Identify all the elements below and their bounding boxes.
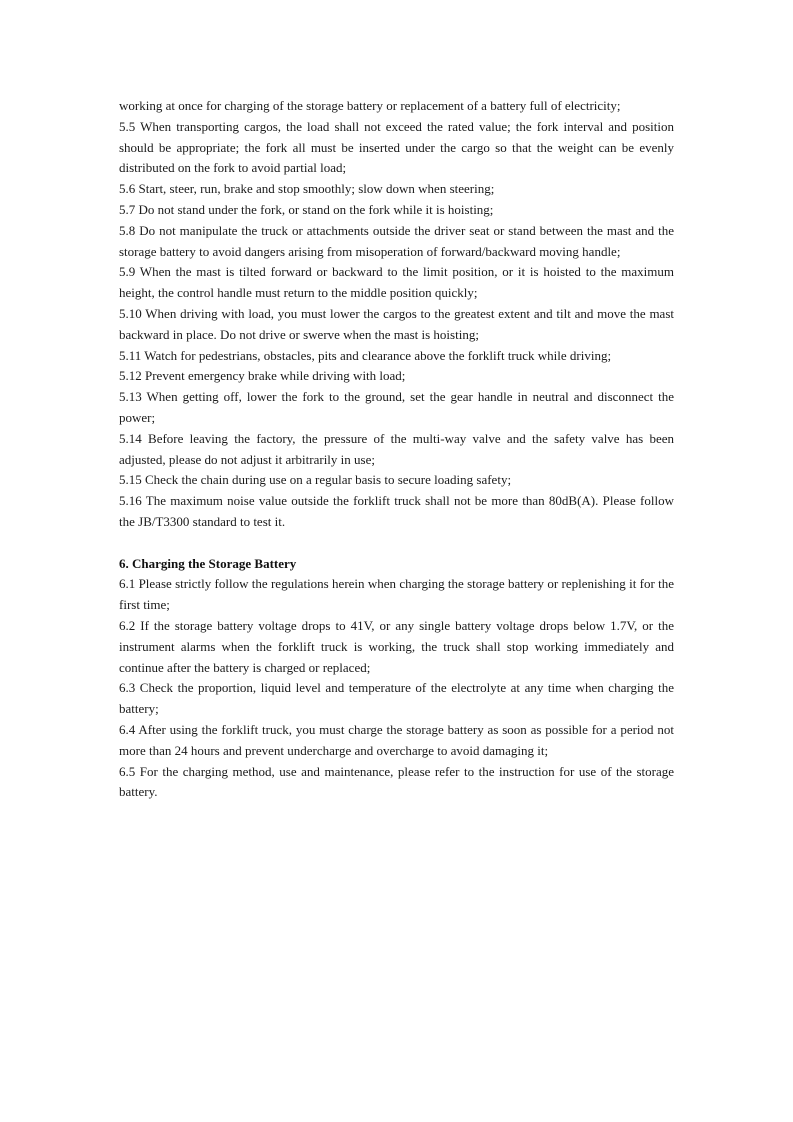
item-5-4-continuation: working at once for charging of the storage battery or replacement of a battery full of electricity;	[119, 98, 621, 113]
section-5-list	[119, 96, 674, 533]
item-5-9: 5.9 When the mast is tilted forward or backward to the limit position, or it is hoisted to the maximum height, the control handle must return to the middle position quickly;	[119, 264, 674, 301]
section-spacer	[119, 533, 674, 554]
item-5-14: 5.14 Before leaving the factory, the pressure of the multi-way valve and the safety valve has been adjusted, please do not adjust it arbitrarily in use;	[119, 430, 674, 467]
item-6-3: 6.3 Check the proportion, liquid level and temperature of the electrolyte at any time when charging the battery;	[119, 680, 674, 717]
item-5-16: 5.16 The maximum noise value outside the forklift truck shall not be more than 80dB(A). Please follow the JB/T3300 standard to test it.	[119, 493, 674, 529]
section-6	[119, 554, 674, 804]
item-5-15: 5.15 Check the chain during use on a regular basis to secure loading safety;	[119, 472, 512, 488]
item-5-12: 5.12 Prevent emergency brake while driving with load;	[119, 368, 406, 384]
item-6-2: 6.2 If the storage battery voltage drops to 41V, or any single battery voltage drops below 1.7V, or the instrument alarms when the forklift truck is working, the truck shall stop working immediately and continue after the battery is charged or replaced;	[119, 617, 674, 675]
item-5-13: 5.13 When getting off, lower the fork to the ground, set the gear handle in neutral and disconnect the power;	[119, 389, 674, 425]
item-6-4: 6.4 After using the forklift truck, you must charge the storage battery as soon as possible for a period not more than 24 hours and prevent undercharge and overcharge to avoid damaging it;	[119, 721, 674, 758]
item-5-7: 5.7 Do not stand under the fork, or stand on the fork while it is hoisting;	[119, 201, 494, 217]
item-5-8: 5.8 Do not manipulate the truck or attachments outside the driver seat or stand between the mast and the storage battery to avoid dangers arising from misoperation of forward/backward moving handle;	[119, 222, 674, 259]
item-5-6: 5.6 Start, steer, run, brake and stop smoothly; slow down when steering;	[119, 181, 495, 197]
item-6-5: 6.5 For the charging method, use and maintenance, please refer to the instruction for use of the storage battery.	[119, 763, 674, 800]
item-5-5: 5.5 When transporting cargos, the load shall not exceed the rated value; the fork interval and position should be appropriate; the fork all must be inserted under the cargo so that the weight can be evenly distributed on the fork to avoid partial load;	[119, 118, 674, 176]
page-content	[119, 96, 674, 803]
section-6-heading: 6. Charging the Storage Battery	[119, 555, 297, 571]
item-6-1: 6.1 Please strictly follow the regulations herein when charging the storage battery or replenishing it for the first time;	[119, 576, 674, 613]
item-5-10: 5.10 When driving with load, you must lower the cargos to the greatest extent and tilt and move the mast backward in place. Do not drive or swerve when the mast is hoisting;	[119, 305, 674, 342]
item-5-11: 5.11 Watch for pedestrians, obstacles, pits and clearance above the forklift truck while driving;	[119, 347, 612, 363]
